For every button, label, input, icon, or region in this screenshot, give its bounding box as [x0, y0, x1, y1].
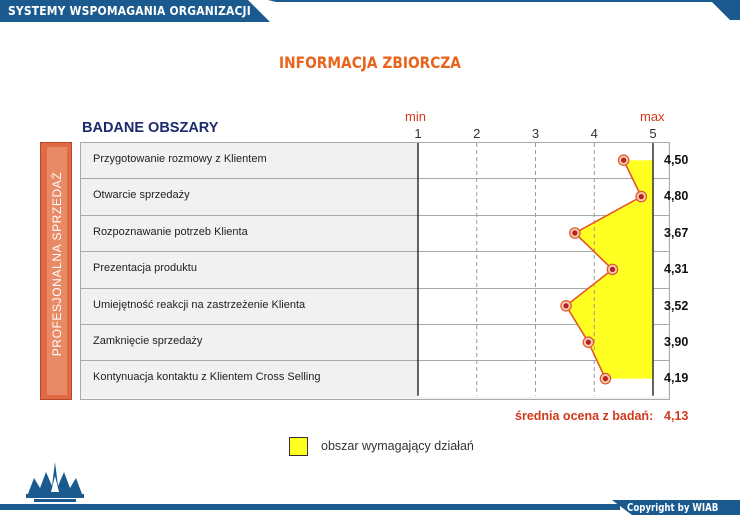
legend-label: obszar wymagający działań — [321, 439, 474, 453]
data-point-core — [572, 230, 577, 235]
areas-heading: BADANE OBSZARY — [82, 120, 219, 136]
data-point-core — [603, 376, 608, 381]
average-value: 4,13 — [664, 409, 689, 423]
scale-tick-5: 5 — [649, 126, 657, 141]
data-point-core — [621, 158, 626, 163]
data-point-core — [639, 194, 644, 199]
row-score: 3,52 — [664, 298, 689, 313]
section-label: PROFESJONALNA SPRZEDAŻ — [50, 171, 64, 357]
row-score: 4,19 — [664, 371, 689, 386]
row-label: Otwarcie sprzedaży — [93, 189, 190, 202]
average-label: średnia ocena z badań: — [515, 409, 654, 423]
scale-tick-3: 3 — [531, 126, 540, 141]
row-score: 3,67 — [664, 225, 689, 240]
row-score: 4,50 — [664, 153, 689, 167]
row-score: 4,80 — [664, 189, 689, 204]
data-point-core — [586, 340, 591, 345]
axis-min-label: min — [405, 109, 426, 124]
copyright: Copyright by WIAB — [626, 502, 718, 514]
row-label: Rozpoznawanie potrzeb Klienta — [93, 225, 248, 238]
page-title: INFORMACJA ZBIORCZA — [279, 53, 461, 72]
row-label: Przygotowanie rozmowy z Klientem — [93, 153, 267, 165]
row-score: 4,31 — [664, 262, 689, 277]
company-logo — [24, 454, 86, 504]
row-label: Kontynuacja kontaktu z Klientem Cross Selling — [93, 371, 321, 384]
row-label: Zamknięcie sprzedaży — [93, 335, 203, 347]
row-score: 3,90 — [664, 335, 689, 349]
data-point-core — [610, 267, 615, 272]
app-title: SYSTEMY WSPOMAGANIA ORGANIZACJI — [8, 3, 251, 18]
axis-max-label: max — [640, 109, 665, 124]
scale-tick-4: 4 — [590, 126, 598, 141]
scale-tick-1: 1 — [414, 126, 422, 141]
data-point-core — [563, 303, 568, 308]
row-label: Prezentacja produktu — [93, 262, 197, 275]
legend-swatch — [289, 437, 308, 456]
row-label: Umiejętność reakcji na zastrzeżenie Klienta — [93, 298, 306, 311]
scale-tick-2: 2 — [473, 126, 481, 141]
